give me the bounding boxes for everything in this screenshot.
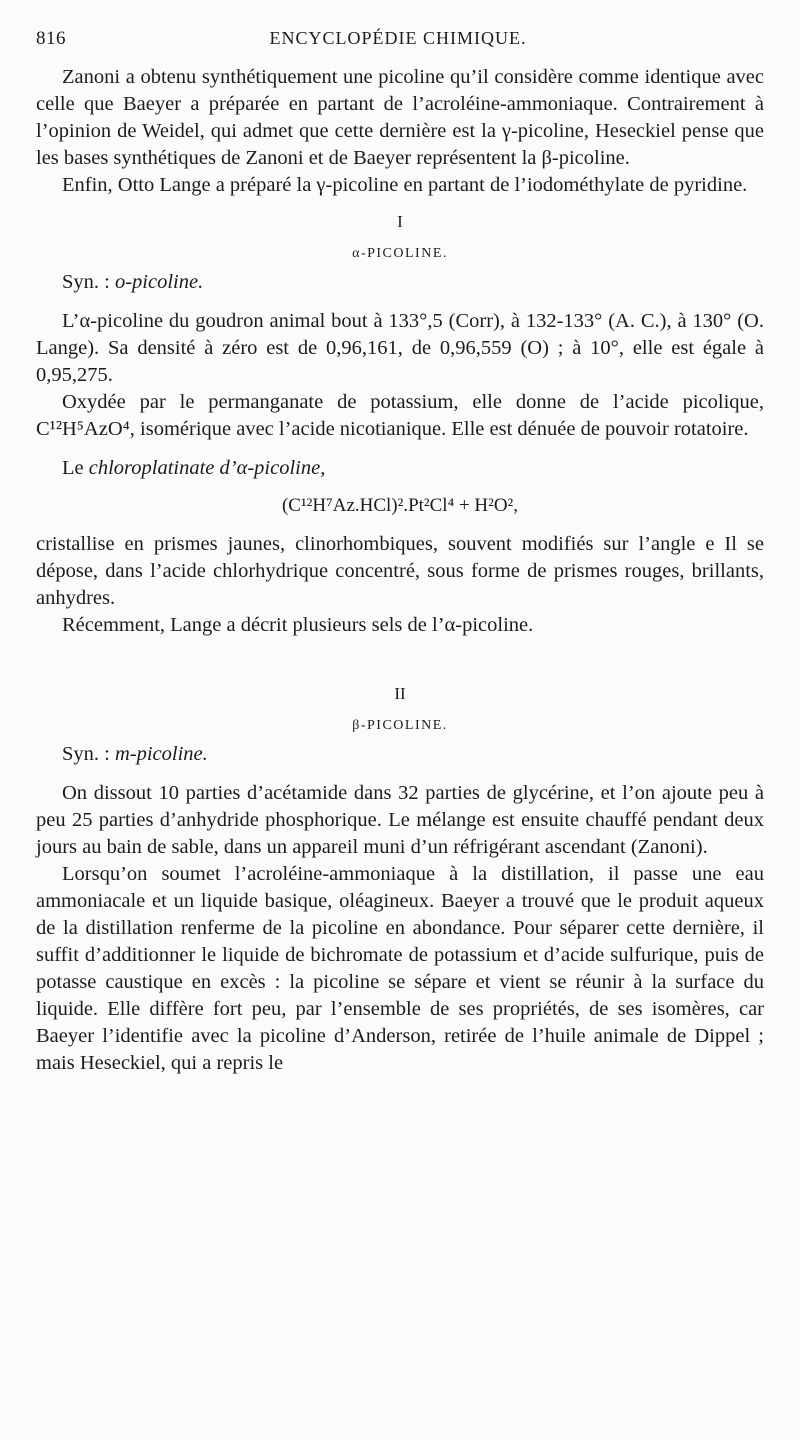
paragraph-lange-salts: Récemment, Lange a décrit plusieurs sels de l’α-picoline.	[62, 614, 534, 636]
synonym-line-1	[36, 269, 764, 296]
chemical-formula: (C¹²H⁷Az.HCl)².Pt²Cl⁴ + H²O²,	[281, 495, 518, 516]
paragraph-distillation: Lorsqu’on soumet l’acroléine-ammoniaque à la distillation, il passe une eau ammoniacale et un liquide basique, oléagineux. Baeyer a trouvé que le produit aqueux de la distillation renferme de la picoline en abondance. Pour séparer cette dernière, il suffit d’additionner le liquide de bichromate de potassium et d’acide sulfurique, puis de potasse caustique en excès : la picoline se sépare et vient se réunir à la surface du liquide. Elle diffère fort peu, par l’ensemble de ses propriétés, de ses isomères, car Baeyer l’identifie avec la picoline d’Anderson, retirée de l’huile animale de Dippel ; mais Heseckiel, qui a repris le	[36, 863, 764, 1074]
section-number-2: II	[394, 684, 406, 703]
synonym-label: Syn. :	[62, 743, 115, 765]
synonym-name: o-picoline.	[114, 271, 204, 293]
paragraph-boiling-point: L’α-picoline du goudron animal bout à 133°,5 (Corr), à 132-133° (A. C.), à 130° (O. Lange). Sa densité à zéro est de 0,96,161, de 0,96,559 (O) ; à 10°, elle est égale à 0,95,275.	[36, 310, 764, 386]
section-number-1: I	[397, 212, 403, 231]
running-head	[36, 28, 760, 54]
synonym-name: m-picoline.	[114, 743, 208, 765]
paragraph-oxidation: Oxydée par le permanganate de potassium, elle donne de l’acide picolique, C¹²H⁵AzO⁴, isomérique avec l’acide nicotianique. Elle est dénuée de pouvoir rotatoire.	[36, 391, 764, 440]
chloroplatinate-name: chloroplatinate d’α-picoline,	[88, 457, 326, 479]
running-title: ENCYCLOPÉDIE CHIMIQUE.	[269, 28, 527, 48]
section-title-beta-picoline: β-PICOLINE.	[352, 718, 448, 733]
paragraph-zanoni: Zanoni a obtenu synthétiquement une picoline qu’il considère comme identique avec celle que Baeyer a préparée en partant de l’acroléine-ammoniaque. Contrairement à l’opinion de Weidel, qui admet que cette dernière est la γ-picoline, Heseckiel pense que les bases synthétiques de Zanoni et de Baeyer représentent la β-picoline.	[36, 66, 764, 169]
paragraph-chloroplatinate	[36, 455, 764, 482]
synonym-line-2	[36, 741, 764, 768]
paragraph-crystals: cristallise en prismes jaunes, clinorhombiques, souvent modifiés sur l’angle e Il se dépose, dans l’acide chlorhydrique concentré, sous forme de prismes rouges, brillants, anhydres.	[36, 533, 764, 609]
synonym-label: Syn. :	[62, 271, 115, 293]
section-title-alpha-picoline: α-PICOLINE.	[352, 246, 448, 261]
paragraph-lange: Enfin, Otto Lange a préparé la γ-picoline en partant de l’iodométhylate de pyridine.	[62, 174, 748, 196]
chloroplatinate-prefix: Le	[62, 457, 89, 479]
page-number: 816	[36, 28, 66, 49]
paragraph-preparation: On dissout 10 parties d’acétamide dans 32 parties de glycérine, et l’on ajoute peu à peu 25 parties d’anhydride phosphorique. Le mélange est ensuite chauffé pendant deux jours au bain de sable, dans un appareil muni d’un réfrigérant ascendant (Zanoni).	[36, 782, 764, 858]
body-text	[36, 64, 764, 1077]
